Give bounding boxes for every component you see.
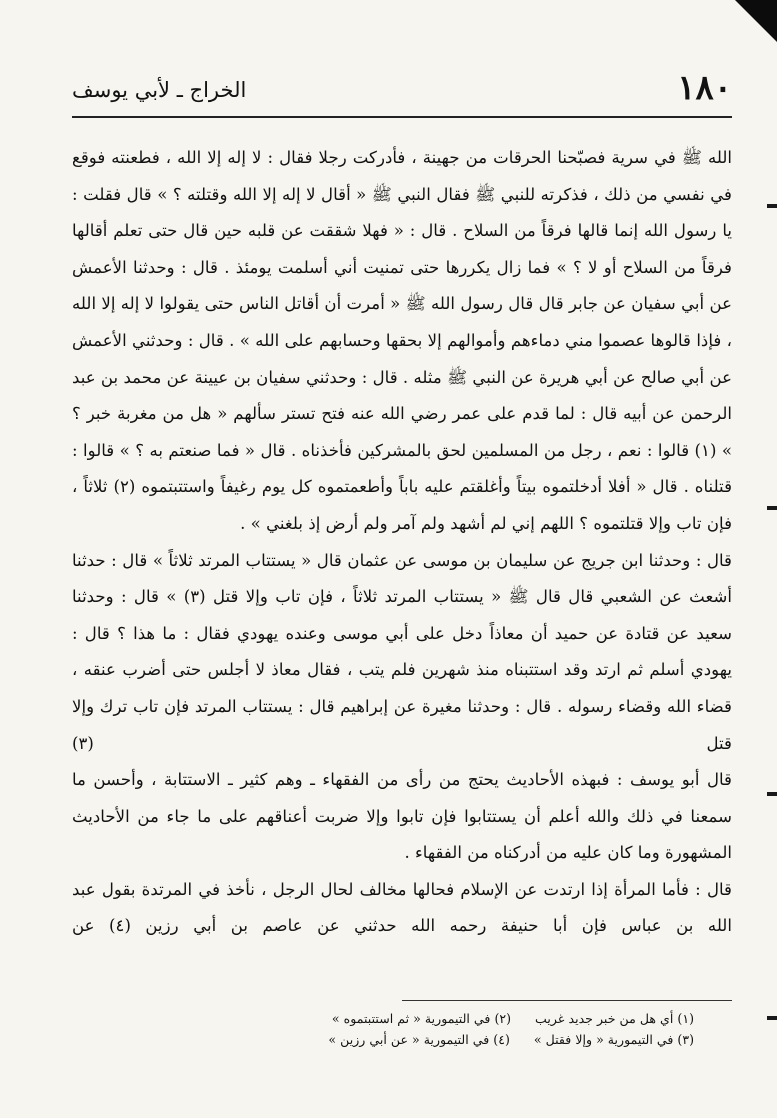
margin-tick: [767, 1016, 777, 1020]
paragraph: قال : فأما المرأة إذا ارتدت عن الإسلام فحالها مخالف لحال الرجل ، نأخذ في المرتدة بقول عبد الله بن عباس فإن أبا حنيفة رحمه الله حدثني عن عاصم بن أبي رزين (٤) عن: [72, 879, 732, 936]
footnotes: [192, 1008, 694, 1050]
footnote: (٣) في التيمورية « وإلا فقتل »: [533, 1032, 694, 1047]
paragraph: الله ﷺ في سرية فصبّحنا الحرقات من جهينة ، فأدركت رجلا فقال : لا إله إلا الله ، فطعنته فوقع في نفسي من ذلك ، فذكرته للنبي ﷺ فقال النبي ﷺ « أقال لا إله إلا الله وقتلته ؟ » قال فقلت : يا رسول الله إنما قالها فرقاً من السلاح . قال : « فهلا شققت عن قلبه حين قال حتى تعلم أقالها فرقاً من السلاح أو لا ؟ » فما زال يكررها حتى تمنيت أني أسلمت يومئذ . قال : وحدثنا الأعمش عن أبي سفيان عن جابر قال قال رسول الله ﷺ « أمرت أن أقاتل الناس حتى يقولوا لا إله إلا الله ، فإذا قالوها عصموا مني دماءهم وأموالهم إلا بحقها وحسابهم على الله » . قال : وحدثني الأعمش عن أبي صالح عن أبي هريرة عن النبي ﷺ مثله . قال : وحدثني سفيان بن عيينة عن محمد بن عبد الرحمن عن أبيه قال : لما قدم على عمر رضي الله عنه فتح تستر سألهم « هل من مغربة خبر ؟ » (١) قالوا : نعم ، رجل من المسلمين لحق بالمشركين فأخذناه . قال « فما صنعتم به ؟ » قالوا : قتلناه . قال « أفلا أدخلتموه بيتاً وأغلقتم عليه باباً وأطعمتموه كل يوم رغيفاً واستتبتموه (٢) ثلاثاً ، فإن تاب وإلا قتلتموه ؟ اللهم إني لم أشهد ولم آمر ولم أرض إذ بلغني » .: [72, 148, 732, 533]
footnote-row: [192, 1008, 694, 1029]
book-page: [72, 66, 732, 1076]
paragraph: قال أبو يوسف : فبهذه الأحاديث يحتج من رأى من الفقهاء ـ وهم كثير ـ الاستتابة ، وأحسن ما سمعنا في ذلك والله أعلم أن يستتابوا فإن تابوا وإلا ضربت أعناقهم على ما جاء من الأحاديث المشهورة وما كان عليه من أدركناه من الفقهاء .: [72, 770, 732, 863]
page-header: [72, 66, 732, 110]
footnote: (١) أي هل من خبر جديد غريب: [535, 1011, 694, 1026]
footnote-row: [192, 1029, 694, 1050]
header-rule: [72, 116, 732, 118]
margin-tick: [767, 506, 777, 510]
running-title: الخراج ـ لأبي يوسف: [72, 78, 247, 102]
footnote: (٤) في التيمورية « عن أبي رزين »: [328, 1032, 510, 1047]
paragraph: قال : وحدثنا ابن جريج عن سليمان بن موسى عن عثمان قال « يستتاب المرتد ثلاثاً » قال : حدثنا أشعث عن الشعبي قال قال ﷺ « يستتاب المرتد ثلاثاً ، فإن تاب وإلا قتل (٣) » قال : وحدثنا سعيد عن قتادة عن حميد أن معاذاً دخل على أبي موسى وعنده يهودي فقال : ما هذا ؟ قال : يهودي أسلم ثم ارتد وقد استتبناه منذ شهرين فلم يتب ، فقال معاذ لا أجلس حتى أضرب عنقه ، قضاء الله وقضاء رسوله . قال : وحدثنا مغيرة عن إبراهيم قال : يستتاب المرتد فإن تاب ترك وإلا قتل (٣): [72, 550, 732, 753]
margin-tick: [767, 792, 777, 796]
margin-tick: [767, 204, 777, 208]
page-number: ١٨٠: [677, 68, 732, 108]
page-corner-mark: [735, 0, 777, 42]
footnote: (٢) في التيمورية « ثم استتبتموه »: [331, 1011, 512, 1026]
body-text: [72, 140, 732, 945]
footnote-rule: [402, 1000, 732, 1001]
